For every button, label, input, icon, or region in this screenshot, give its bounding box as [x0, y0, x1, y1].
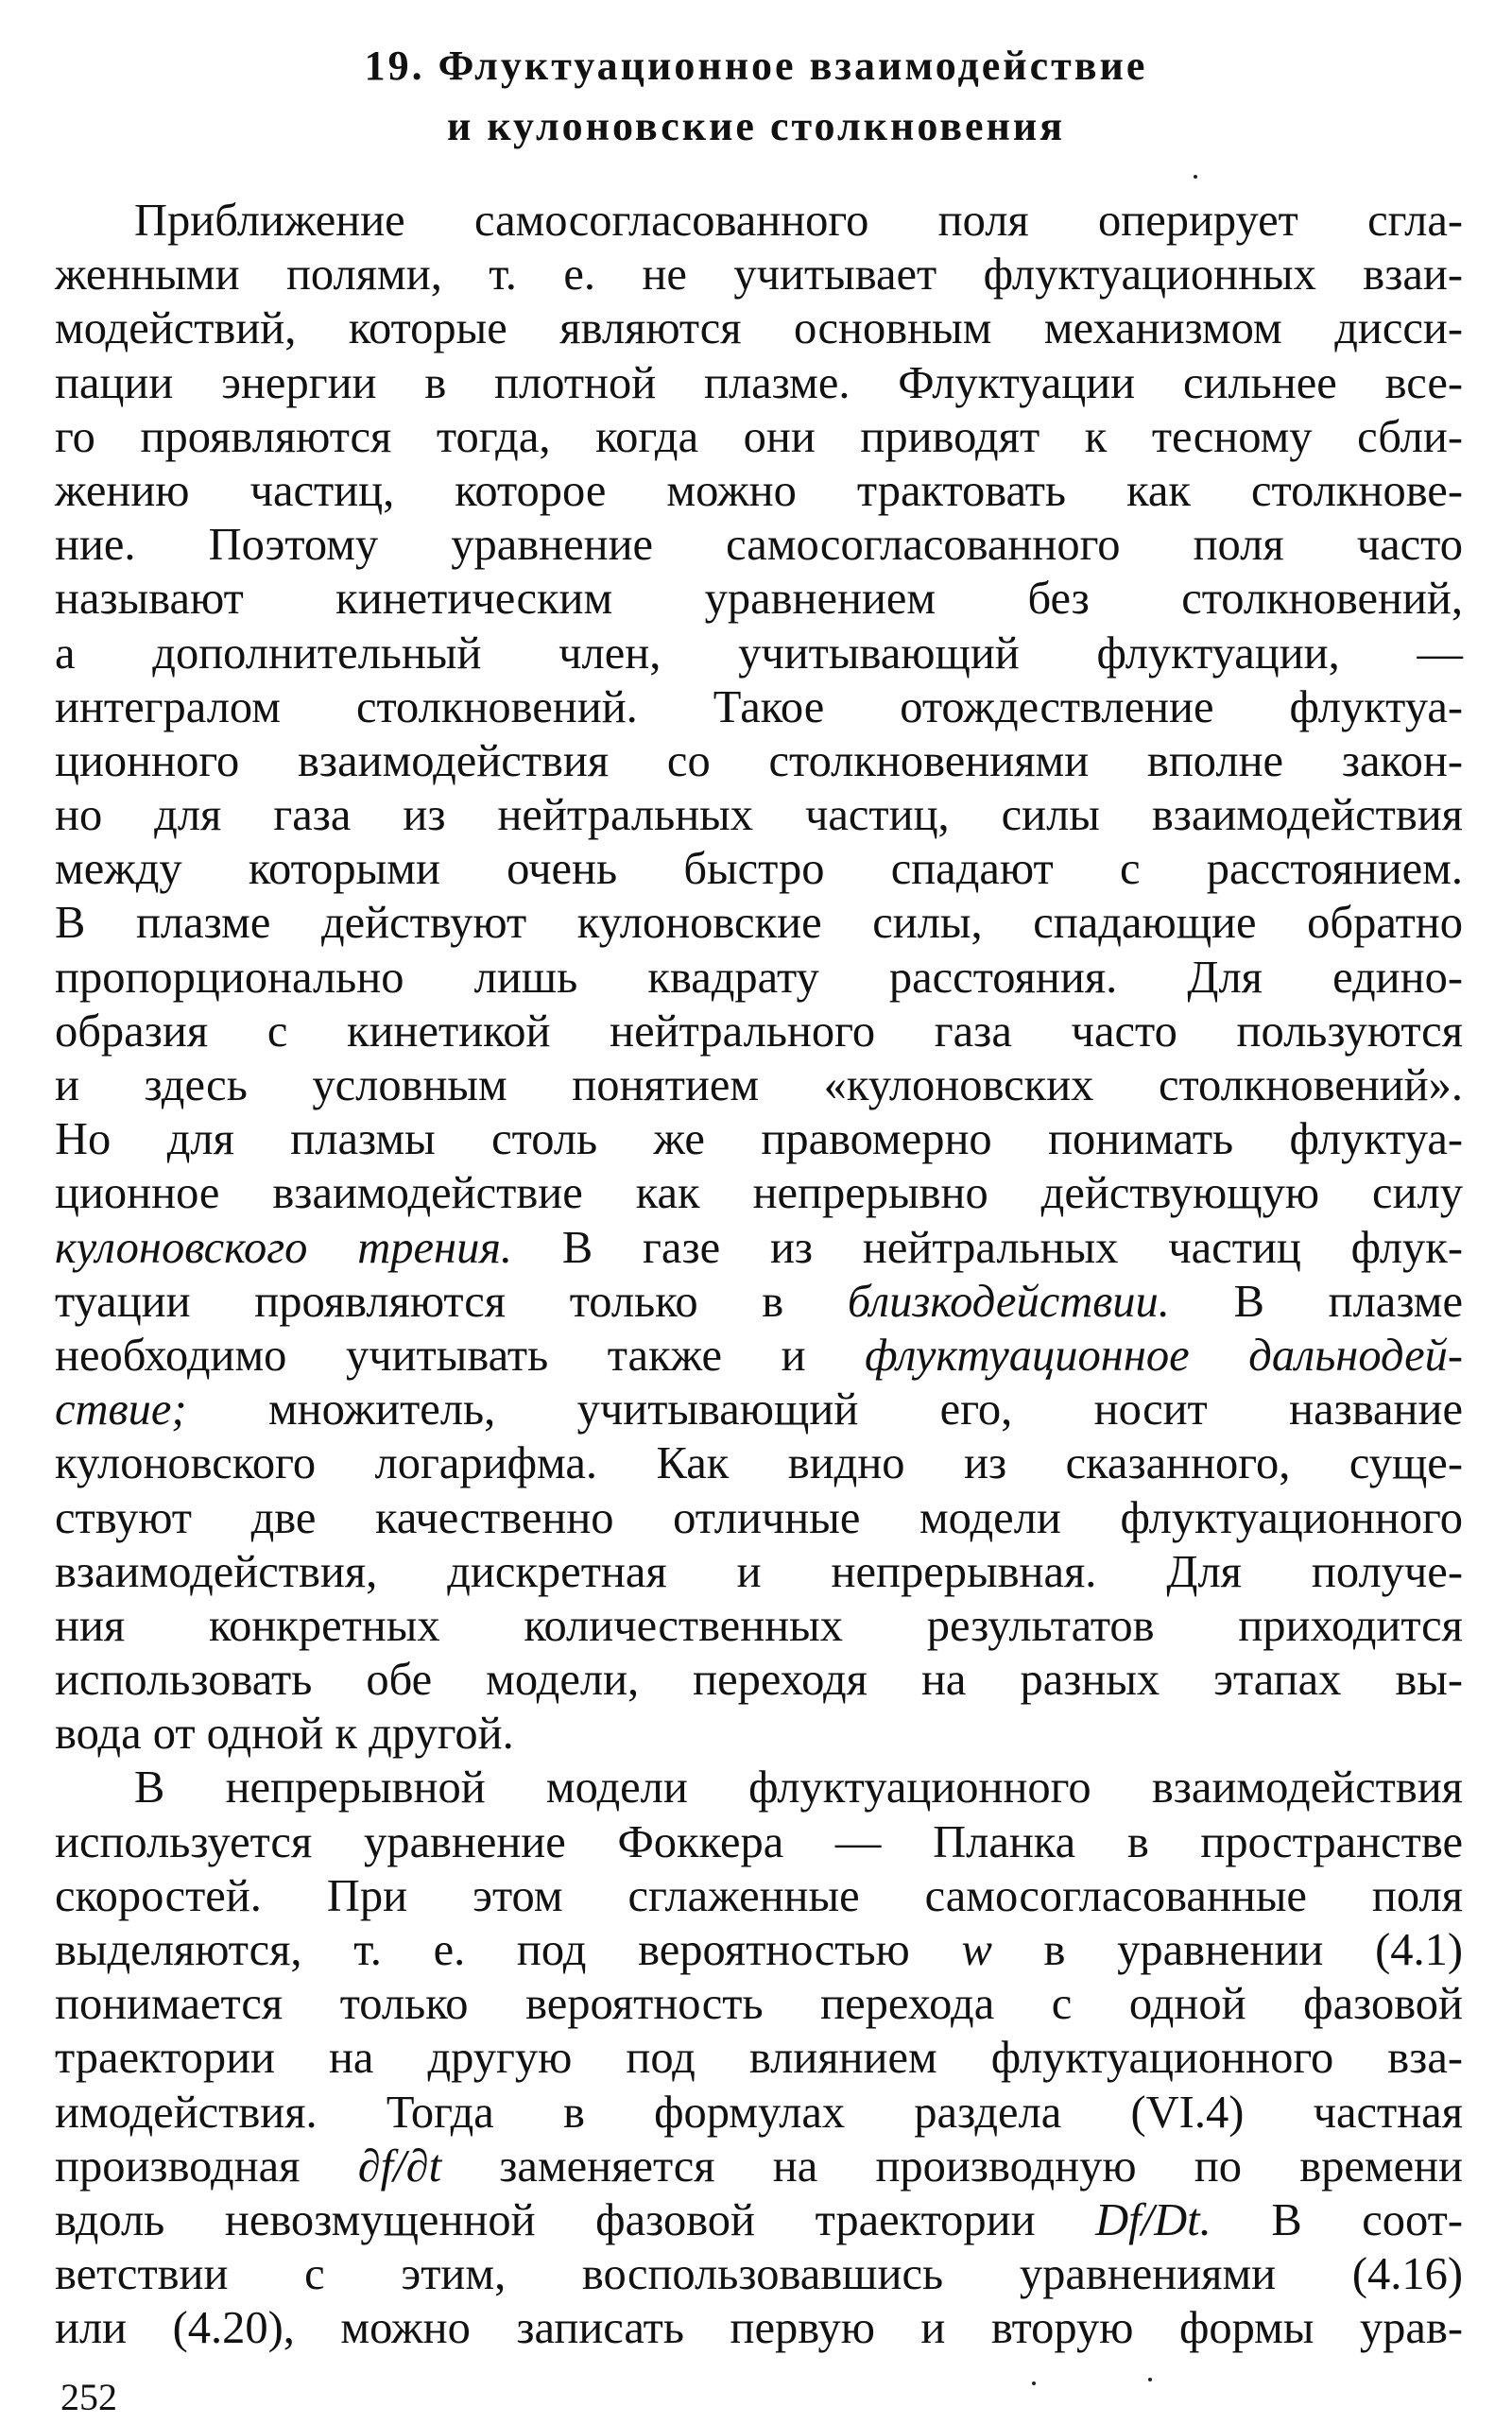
text-segment: вдоль невозмущенной фазовой траектории	[55, 2194, 1036, 2245]
text-line: называют кинетическим уравнением без столкновений,	[55, 574, 1463, 625]
italic-term: ствие;	[55, 1384, 187, 1435]
heading-line-1: 19. Флуктуационное взаимодействие	[364, 43, 1148, 89]
text-line-mixed	[55, 2193, 1463, 2247]
italic-term: ∂f/∂t	[357, 2140, 442, 2192]
text-line: жению частиц, которое можно трактовать как столкнове-	[55, 465, 1463, 516]
text-segment: заменяется на производную по времени	[499, 2140, 1464, 2192]
scan-speck	[1148, 2378, 1152, 2381]
text-line: Но для плазмы столь же правомерно понимать флуктуа-	[55, 1114, 1463, 1165]
text-line: ние. Поэтому уравнение самосогласованного поля часто	[55, 520, 1463, 571]
text-line-mixed	[55, 2140, 1463, 2193]
text-line: между которыми очень быстро спадают с расстоянием.	[55, 844, 1463, 895]
text-line: ния конкретных количественных результатов приходится	[55, 1600, 1463, 1651]
text-line-mixed	[55, 1923, 1463, 1977]
text-segment: в уравнении (4.1)	[1043, 1925, 1463, 1975]
text-segment: необходимо учитывать также и	[55, 1330, 806, 1381]
text-line: пации энергии в плотной плазме. Флуктуации сильнее все-	[55, 357, 1463, 408]
text-line: ционное взаимодействие как непрерывно действующую силу	[55, 1168, 1463, 1219]
text-line: пропорционально лишь квадрату расстояния. Для едино-	[55, 952, 1463, 1003]
text-segment: множитель, учитывающий его, носит название	[267, 1384, 1463, 1435]
italic-term: w	[961, 1925, 992, 1975]
text-segment: В плазме	[1233, 1276, 1464, 1327]
text-line: интегралом столкновений. Такое отождествление флуктуа-	[55, 681, 1463, 732]
text-segment: В соот-	[1271, 2194, 1463, 2245]
body-text	[55, 194, 1463, 2356]
text-line: ционного взаимодействия со столкновениями вполне закон-	[55, 735, 1463, 786]
text-segment: В газе из нейтральных частиц флук-	[561, 1222, 1464, 1273]
page-number: 252	[60, 2376, 117, 2418]
text-line: кулоновского логарифма. Как видно из сказанного, суще-	[55, 1438, 1463, 1489]
text-line-mixed	[55, 1329, 1463, 1383]
text-line: и здесь условным понятием «кулоновских столкновений».	[55, 1060, 1463, 1110]
text-line: понимается только вероятность перехода с одной фазовой	[55, 1979, 1463, 2030]
italic-term: кулоновского трения.	[55, 1222, 513, 1273]
heading-line-2: и кулоновские столкновения	[446, 103, 1066, 149]
text-line-mixed	[55, 1383, 1463, 1436]
scan-speck	[1032, 2381, 1036, 2385]
text-segment: туации проявляются только в	[55, 1276, 784, 1327]
text-line: скоростей. При этом сглаженные самосогласованные поля	[55, 1870, 1463, 1921]
text-line: модействий, которые являются основным механизмом дисси-	[55, 303, 1463, 354]
text-line: образия с кинетикой нейтрального газа часто пользуются	[55, 1006, 1463, 1057]
text-line-mixed	[55, 1275, 1463, 1329]
scan-speck	[1194, 175, 1197, 179]
text-segment: выделяются, т. е. под вероятностью	[55, 1925, 910, 1975]
text-line: ветствии с этим, воспользовавшись уравнениями (4.16)	[55, 2249, 1463, 2300]
text-segment: производная	[55, 2140, 301, 2192]
text-line: имодействия. Тогда в формулах раздела (VI.4) частная	[55, 2087, 1463, 2138]
italic-term: флуктуационное дальнодей-	[865, 1330, 1464, 1381]
text-line: вода от одной к другой.	[55, 1709, 514, 1760]
text-line: Приближение самосогласованного поля оперирует сгла-	[134, 196, 1463, 246]
text-line: или (4.20), можно записать первую и вторую формы урав-	[55, 2303, 1463, 2354]
italic-term: Df/Dt.	[1095, 2194, 1211, 2245]
italic-term: близкодействии.	[847, 1276, 1170, 1327]
text-line: В плазме действуют кулоновские силы, спадающие обратно	[55, 898, 1463, 949]
text-line: а дополнительный член, учитывающий флуктуации, —	[55, 627, 1463, 679]
text-line: траектории на другую под влиянием флуктуационного вза-	[55, 2033, 1463, 2084]
section-heading	[0, 36, 1512, 157]
text-line: использовать обе модели, переходя на разных этапах вы-	[55, 1655, 1463, 1706]
text-line: В непрерывной модели флуктуационного взаимодействия	[134, 1762, 1463, 1814]
text-line: используется уравнение Фоккера — Планка в пространстве	[55, 1816, 1463, 1867]
text-line: взаимодействия, дискретная и непрерывная. Для получе-	[55, 1546, 1463, 1597]
text-line: но для газа из нейтральных частиц, силы взаимодействия	[55, 790, 1463, 841]
text-line: ствуют две качественно отличные модели флуктуационного	[55, 1492, 1463, 1543]
text-line-mixed	[55, 1221, 1463, 1275]
text-line: го проявляются тогда, когда они приводят к тесному сбли-	[55, 411, 1463, 462]
text-line: женными полями, т. е. не учитывает флуктуационных взаи-	[55, 249, 1463, 301]
